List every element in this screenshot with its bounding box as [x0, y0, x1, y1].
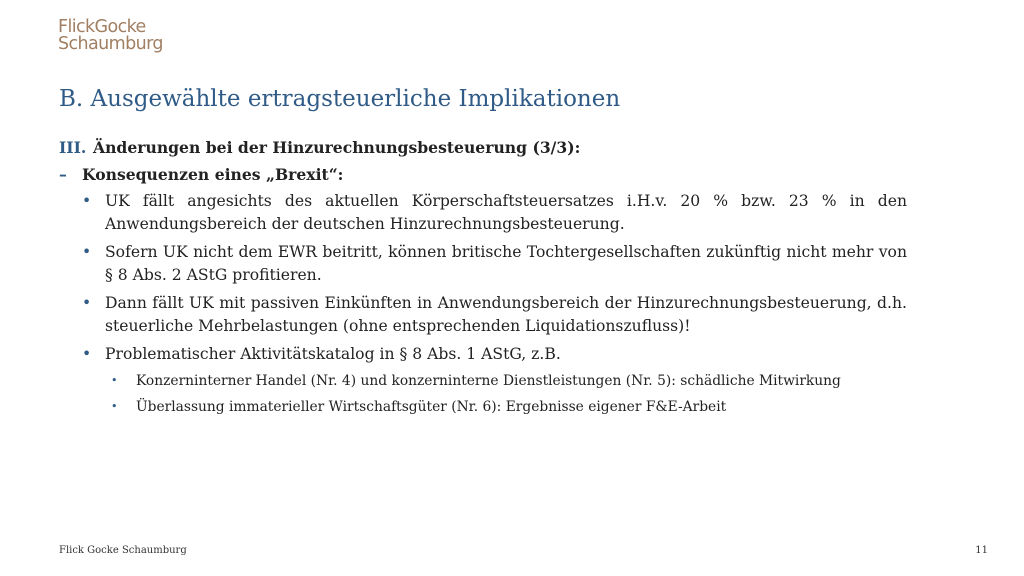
bullet-icon: •: [82, 345, 92, 363]
subheading: [59, 163, 907, 186]
bullet-icon: •: [82, 294, 92, 312]
bullet-text: Dann fällt UK mit passiven Einkünften in Anwendungsbereich der Hinzurechnungsbesteuerung, d.h. steuerliche Mehrbelastungen (ohne entsprechenden Liquidationszufluss)!: [105, 294, 907, 335]
bullet-item: [59, 292, 907, 338]
sub-bullet-icon: •: [111, 400, 118, 413]
dash-marker: –: [59, 165, 67, 184]
section-heading-text: Änderungen bei der Hinzurechnungsbesteuerung (3/3):: [93, 138, 581, 157]
bullet-icon: •: [82, 243, 92, 261]
company-logo: [58, 19, 163, 53]
page-number: 11: [975, 545, 988, 556]
bullet-text: Sofern UK nicht dem EWR beitritt, können britische Tochtergesellschaften zukünftig nicht mehr von § 8 Abs. 2 AStG profitieren.: [105, 243, 907, 284]
logo-line-1: FlickGocke: [58, 17, 146, 37]
slide-title: B. Ausgewählte ertragsteuerliche Implikationen: [59, 86, 621, 112]
bullet-text: UK fällt angesichts des aktuellen Körperschaftsteuersatzes i.H.v. 20 % bzw. 23 % in den Anwendungsbereich der deutschen Hinzurechnungsbesteuerung.: [105, 192, 907, 233]
bullet-item: [59, 241, 907, 287]
section-heading: [59, 136, 907, 159]
subheading-text: Konsequenzen eines „Brexit“:: [82, 165, 344, 184]
section-number: III.: [59, 138, 87, 157]
sub-bullet-item: [59, 397, 907, 417]
sub-bullet-item: [59, 371, 907, 391]
logo-line-2: Schaumburg: [58, 34, 163, 54]
sub-bullet-icon: •: [111, 374, 118, 387]
footer-company: Flick Gocke Schaumburg: [59, 545, 187, 556]
bullet-item: [59, 343, 907, 366]
bullet-icon: •: [82, 192, 92, 210]
bullet-text: Problematischer Aktivitätskatalog in § 8 Abs. 1 AStG, z.B.: [105, 345, 561, 363]
bullet-item: [59, 190, 907, 236]
sub-bullet-text: Überlassung immaterieller Wirtschaftsgüter (Nr. 6): Ergebnisse eigener F&E-Arbeit: [136, 399, 727, 415]
sub-bullet-text: Konzerninterner Handel (Nr. 4) und konzerninterne Dienstleistungen (Nr. 5): schädliche Mitwirkung: [136, 373, 841, 389]
slide-content: [59, 136, 907, 423]
